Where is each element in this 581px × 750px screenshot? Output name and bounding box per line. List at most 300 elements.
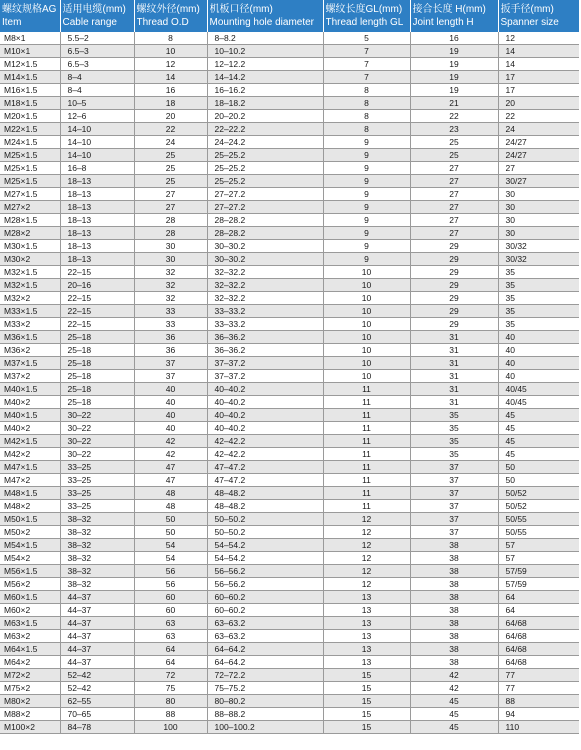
thread-length-cell: 7 — [323, 45, 410, 58]
cable-range-cell: 44–37 — [60, 591, 134, 604]
table-row — [0, 552, 579, 565]
header-spanner-size — [498, 0, 579, 32]
table-row — [0, 435, 579, 448]
joint-length-cell: 29 — [410, 253, 498, 266]
spanner-size-cell: 40 — [498, 344, 579, 357]
spanner-size-cell: 35 — [498, 266, 579, 279]
table-row — [0, 188, 579, 201]
table-row — [0, 305, 579, 318]
table-row — [0, 110, 579, 123]
thread-od-cell: 40 — [134, 383, 207, 396]
thread-length-cell: 11 — [323, 487, 410, 500]
thread-length-cell: 10 — [323, 331, 410, 344]
joint-length-cell: 29 — [410, 266, 498, 279]
mounting-hole-cell: 16–16.2 — [207, 84, 323, 97]
joint-length-cell: 42 — [410, 669, 498, 682]
thread-length-cell: 13 — [323, 617, 410, 630]
thread-length-cell: 11 — [323, 409, 410, 422]
spanner-size-cell: 50/55 — [498, 526, 579, 539]
cable-range-cell: 18–13 — [60, 253, 134, 266]
cable-range-cell: 16–8 — [60, 162, 134, 175]
spanner-size-cell: 57/59 — [498, 565, 579, 578]
header-joint-length-en: Joint length H — [412, 17, 474, 28]
cable-range-cell: 84–78 — [60, 721, 134, 734]
table-row — [0, 84, 579, 97]
mounting-hole-cell: 20–20.2 — [207, 110, 323, 123]
spanner-size-cell: 64/68 — [498, 643, 579, 656]
thread-length-cell: 9 — [323, 149, 410, 162]
spanner-size-cell: 64/68 — [498, 617, 579, 630]
spanner-size-cell: 88 — [498, 695, 579, 708]
joint-length-cell: 21 — [410, 97, 498, 110]
item-cell: M40×1.5 — [0, 409, 60, 422]
thread-od-cell: 64 — [134, 656, 207, 669]
mounting-hole-cell: 32–32.2 — [207, 279, 323, 292]
spanner-size-cell: 40/45 — [498, 396, 579, 409]
cable-range-cell: 44–37 — [60, 617, 134, 630]
table-row — [0, 149, 579, 162]
item-cell: M25×1.5 — [0, 162, 60, 175]
header-thread-length — [323, 0, 410, 32]
cable-range-cell: 38–32 — [60, 513, 134, 526]
thread-length-cell: 11 — [323, 435, 410, 448]
cable-range-cell: 12–6 — [60, 110, 134, 123]
cable-range-cell: 38–32 — [60, 578, 134, 591]
cable-range-cell: 62–55 — [60, 695, 134, 708]
cable-range-cell: 52–42 — [60, 669, 134, 682]
table-row — [0, 123, 579, 136]
mounting-hole-cell: 25–25.2 — [207, 149, 323, 162]
thread-od-cell: 20 — [134, 110, 207, 123]
cable-range-cell: 22–15 — [60, 318, 134, 331]
cable-range-cell: 25–18 — [60, 396, 134, 409]
table-row — [0, 45, 579, 58]
thread-length-cell: 7 — [323, 58, 410, 71]
mounting-hole-cell: 27–27.2 — [207, 201, 323, 214]
table-row — [0, 253, 579, 266]
joint-length-cell: 29 — [410, 279, 498, 292]
spanner-size-cell: 110 — [498, 721, 579, 734]
thread-od-cell: 60 — [134, 591, 207, 604]
cable-range-cell: 38–32 — [60, 565, 134, 578]
joint-length-cell: 37 — [410, 500, 498, 513]
thread-od-cell: 72 — [134, 669, 207, 682]
joint-length-cell: 19 — [410, 71, 498, 84]
header-spanner-size-zh: 扳手径(mm) — [500, 4, 554, 15]
item-cell: M64×1.5 — [0, 643, 60, 656]
thread-length-cell: 10 — [323, 279, 410, 292]
thread-length-cell: 10 — [323, 305, 410, 318]
spanner-size-cell: 77 — [498, 682, 579, 695]
cable-range-cell: 25–18 — [60, 331, 134, 344]
mounting-hole-cell: 25–25.2 — [207, 175, 323, 188]
thread-od-cell: 54 — [134, 552, 207, 565]
joint-length-cell: 35 — [410, 409, 498, 422]
header-row — [0, 0, 579, 32]
table-row — [0, 279, 579, 292]
thread-od-cell: 27 — [134, 201, 207, 214]
header-cable-range-zh: 适用电缆(mm) — [62, 4, 126, 15]
thread-length-cell: 12 — [323, 565, 410, 578]
cable-range-cell: 30–22 — [60, 448, 134, 461]
joint-length-cell: 23 — [410, 123, 498, 136]
mounting-hole-cell: 50–50.2 — [207, 526, 323, 539]
table-row — [0, 97, 579, 110]
cable-range-cell: 25–18 — [60, 383, 134, 396]
table-row — [0, 526, 579, 539]
thread-od-cell: 33 — [134, 305, 207, 318]
thread-od-cell: 28 — [134, 214, 207, 227]
spanner-size-cell: 40/45 — [498, 383, 579, 396]
spanner-size-cell: 45 — [498, 409, 579, 422]
item-cell: M54×1.5 — [0, 539, 60, 552]
cable-range-cell: 18–13 — [60, 214, 134, 227]
cable-range-cell: 30–22 — [60, 422, 134, 435]
thread-length-cell: 5 — [323, 32, 410, 45]
joint-length-cell: 38 — [410, 591, 498, 604]
joint-length-cell: 38 — [410, 604, 498, 617]
thread-od-cell: 12 — [134, 58, 207, 71]
mounting-hole-cell: 36–36.2 — [207, 344, 323, 357]
mounting-hole-cell: 60–60.2 — [207, 591, 323, 604]
joint-length-cell: 38 — [410, 552, 498, 565]
thread-od-cell: 25 — [134, 162, 207, 175]
thread-length-cell: 11 — [323, 474, 410, 487]
spanner-size-cell: 35 — [498, 292, 579, 305]
table-row — [0, 643, 579, 656]
spanner-size-cell: 50/52 — [498, 500, 579, 513]
table-row — [0, 604, 579, 617]
item-cell: M42×1.5 — [0, 435, 60, 448]
table-row — [0, 721, 579, 734]
thread-od-cell: 54 — [134, 539, 207, 552]
thread-od-cell: 80 — [134, 695, 207, 708]
cable-range-cell: 22–15 — [60, 292, 134, 305]
joint-length-cell: 29 — [410, 305, 498, 318]
spanner-size-cell: 12 — [498, 32, 579, 45]
mounting-hole-cell: 36–36.2 — [207, 331, 323, 344]
thread-od-cell: 56 — [134, 565, 207, 578]
mounting-hole-cell: 30–30.2 — [207, 253, 323, 266]
header-joint-length-zh: 接合长度 H(mm) — [412, 4, 486, 15]
item-cell: M54×2 — [0, 552, 60, 565]
item-cell: M40×1.5 — [0, 383, 60, 396]
joint-length-cell: 27 — [410, 201, 498, 214]
spanner-size-cell: 17 — [498, 84, 579, 97]
spanner-size-cell: 20 — [498, 97, 579, 110]
joint-length-cell: 38 — [410, 643, 498, 656]
spanner-size-cell: 40 — [498, 331, 579, 344]
table-row — [0, 539, 579, 552]
spanner-size-cell: 30/27 — [498, 175, 579, 188]
item-cell: M47×1.5 — [0, 461, 60, 474]
cable-range-cell: 18–13 — [60, 175, 134, 188]
cable-range-cell: 6.5–3 — [60, 45, 134, 58]
table-row — [0, 500, 579, 513]
thread-od-cell: 56 — [134, 578, 207, 591]
item-cell: M80×2 — [0, 695, 60, 708]
table-row — [0, 344, 579, 357]
spanner-size-cell: 14 — [498, 58, 579, 71]
table-row — [0, 474, 579, 487]
joint-length-cell: 25 — [410, 149, 498, 162]
joint-length-cell: 29 — [410, 318, 498, 331]
spanner-size-cell: 50 — [498, 461, 579, 474]
mounting-hole-cell: 54–54.2 — [207, 552, 323, 565]
item-cell: M37×2 — [0, 370, 60, 383]
thread-length-cell: 9 — [323, 136, 410, 149]
thread-od-cell: 36 — [134, 331, 207, 344]
mounting-hole-cell: 88–88.2 — [207, 708, 323, 721]
thread-od-cell: 42 — [134, 448, 207, 461]
item-cell: M40×2 — [0, 396, 60, 409]
item-cell: M25×1.5 — [0, 149, 60, 162]
header-thread-od-en: Thread O.D — [136, 17, 189, 28]
item-cell: M56×1.5 — [0, 565, 60, 578]
cable-range-cell: 8–4 — [60, 84, 134, 97]
joint-length-cell: 19 — [410, 84, 498, 97]
item-cell: M48×2 — [0, 500, 60, 513]
mounting-hole-cell: 50–50.2 — [207, 513, 323, 526]
spanner-size-cell: 35 — [498, 318, 579, 331]
mounting-hole-cell: 64–64.2 — [207, 643, 323, 656]
table-row — [0, 201, 579, 214]
spanner-size-cell: 24 — [498, 123, 579, 136]
thread-length-cell: 13 — [323, 643, 410, 656]
thread-length-cell: 13 — [323, 604, 410, 617]
thread-length-cell: 8 — [323, 110, 410, 123]
mounting-hole-cell: 40–40.2 — [207, 409, 323, 422]
thread-length-cell: 10 — [323, 266, 410, 279]
item-cell: M40×2 — [0, 422, 60, 435]
table-row — [0, 318, 579, 331]
spanner-size-cell: 35 — [498, 305, 579, 318]
header-joint-length — [410, 0, 498, 32]
item-cell: M75×2 — [0, 682, 60, 695]
mounting-hole-cell: 75–75.2 — [207, 682, 323, 695]
thread-length-cell: 12 — [323, 539, 410, 552]
mounting-hole-cell: 40–40.2 — [207, 396, 323, 409]
table-row — [0, 409, 579, 422]
thread-length-cell: 11 — [323, 383, 410, 396]
thread-length-cell: 9 — [323, 240, 410, 253]
spanner-size-cell: 27 — [498, 162, 579, 175]
joint-length-cell: 19 — [410, 45, 498, 58]
thread-length-cell: 8 — [323, 97, 410, 110]
mounting-hole-cell: 33–33.2 — [207, 318, 323, 331]
table-row — [0, 630, 579, 643]
table-row — [0, 266, 579, 279]
thread-od-cell: 8 — [134, 32, 207, 45]
item-cell: M25×1.5 — [0, 175, 60, 188]
header-thread-od-zh: 螺纹外径(mm) — [136, 4, 200, 15]
mounting-hole-cell: 25–25.2 — [207, 162, 323, 175]
thread-od-cell: 32 — [134, 279, 207, 292]
thread-od-cell: 42 — [134, 435, 207, 448]
joint-length-cell: 45 — [410, 721, 498, 734]
spanner-size-cell: 45 — [498, 435, 579, 448]
item-cell: M72×2 — [0, 669, 60, 682]
mounting-hole-cell: 56–56.2 — [207, 578, 323, 591]
mounting-hole-cell: 24–24.2 — [207, 136, 323, 149]
thread-length-cell: 15 — [323, 695, 410, 708]
mounting-hole-cell: 54–54.2 — [207, 539, 323, 552]
joint-length-cell: 45 — [410, 708, 498, 721]
thread-length-cell: 15 — [323, 682, 410, 695]
header-thread-length-en: Thread length GL — [325, 17, 404, 28]
thread-length-cell: 8 — [323, 123, 410, 136]
table-row — [0, 461, 579, 474]
thread-length-cell: 9 — [323, 253, 410, 266]
joint-length-cell: 35 — [410, 422, 498, 435]
thread-length-cell: 11 — [323, 422, 410, 435]
item-cell: M28×1.5 — [0, 214, 60, 227]
spanner-size-cell: 50/52 — [498, 487, 579, 500]
cable-range-cell: 30–22 — [60, 409, 134, 422]
table-row — [0, 591, 579, 604]
item-cell: M24×1.5 — [0, 136, 60, 149]
table-row — [0, 682, 579, 695]
spanner-size-cell: 30 — [498, 201, 579, 214]
spanner-size-cell: 30 — [498, 188, 579, 201]
item-cell: M20×1.5 — [0, 110, 60, 123]
joint-length-cell: 38 — [410, 578, 498, 591]
joint-length-cell: 27 — [410, 175, 498, 188]
item-cell: M32×1.5 — [0, 279, 60, 292]
cable-range-cell: 18–13 — [60, 240, 134, 253]
joint-length-cell: 42 — [410, 682, 498, 695]
spanner-size-cell: 22 — [498, 110, 579, 123]
header-mounting-hole-en: Mounting hole diameter — [209, 17, 315, 28]
thread-od-cell: 63 — [134, 630, 207, 643]
spanner-size-cell: 64/68 — [498, 656, 579, 669]
spanner-size-cell: 30/32 — [498, 253, 579, 266]
spanner-size-cell: 57 — [498, 539, 579, 552]
mounting-hole-cell: 48–48.2 — [207, 487, 323, 500]
cable-range-cell: 44–37 — [60, 630, 134, 643]
joint-length-cell: 37 — [410, 526, 498, 539]
mounting-hole-cell: 8–8.2 — [207, 32, 323, 45]
table-row — [0, 175, 579, 188]
thread-od-cell: 63 — [134, 617, 207, 630]
thread-length-cell: 13 — [323, 591, 410, 604]
cable-range-cell: 33–25 — [60, 487, 134, 500]
mounting-hole-cell: 30–30.2 — [207, 240, 323, 253]
cable-range-cell: 14–10 — [60, 136, 134, 149]
joint-length-cell: 37 — [410, 487, 498, 500]
thread-length-cell: 7 — [323, 71, 410, 84]
spanner-size-cell: 30 — [498, 214, 579, 227]
thread-length-cell: 15 — [323, 669, 410, 682]
header-mounting-hole-zh: 机板口径(mm) — [209, 4, 273, 15]
thread-length-cell: 9 — [323, 214, 410, 227]
mounting-hole-cell: 32–32.2 — [207, 292, 323, 305]
cable-range-cell: 5.5–2 — [60, 32, 134, 45]
joint-length-cell: 38 — [410, 656, 498, 669]
table-row — [0, 383, 579, 396]
cable-range-cell: 25–18 — [60, 357, 134, 370]
thread-length-cell: 9 — [323, 227, 410, 240]
spanner-size-cell: 35 — [498, 279, 579, 292]
item-cell: M36×2 — [0, 344, 60, 357]
thread-od-cell: 40 — [134, 422, 207, 435]
thread-od-cell: 40 — [134, 396, 207, 409]
mounting-hole-cell: 28–28.2 — [207, 227, 323, 240]
thread-od-cell: 60 — [134, 604, 207, 617]
item-cell: M64×2 — [0, 656, 60, 669]
mounting-hole-cell: 37–37.2 — [207, 357, 323, 370]
spanner-size-cell: 50 — [498, 474, 579, 487]
thread-od-cell: 37 — [134, 370, 207, 383]
joint-length-cell: 38 — [410, 565, 498, 578]
header-thread-od — [134, 0, 207, 32]
cable-range-cell: 44–37 — [60, 604, 134, 617]
thread-od-cell: 25 — [134, 149, 207, 162]
thread-length-cell: 9 — [323, 201, 410, 214]
thread-length-cell: 12 — [323, 578, 410, 591]
joint-length-cell: 35 — [410, 448, 498, 461]
mounting-hole-cell: 42–42.2 — [207, 448, 323, 461]
item-cell: M8×1 — [0, 32, 60, 45]
thread-od-cell: 88 — [134, 708, 207, 721]
mounting-hole-cell: 27–27.2 — [207, 188, 323, 201]
mounting-hole-cell: 28–28.2 — [207, 214, 323, 227]
thread-od-cell: 48 — [134, 500, 207, 513]
spanner-size-cell: 17 — [498, 71, 579, 84]
thread-length-cell: 15 — [323, 721, 410, 734]
table-row — [0, 370, 579, 383]
table-row — [0, 617, 579, 630]
table-row — [0, 513, 579, 526]
table-row — [0, 240, 579, 253]
mounting-hole-cell: 63–63.2 — [207, 617, 323, 630]
joint-length-cell: 27 — [410, 188, 498, 201]
cable-range-cell: 22–15 — [60, 305, 134, 318]
cable-range-cell: 33–25 — [60, 500, 134, 513]
item-cell: M16×1.5 — [0, 84, 60, 97]
mounting-hole-cell: 40–40.2 — [207, 422, 323, 435]
table-row — [0, 669, 579, 682]
cable-range-cell: 14–10 — [60, 149, 134, 162]
spanner-size-cell: 30/32 — [498, 240, 579, 253]
thread-od-cell: 16 — [134, 84, 207, 97]
item-cell: M10×1 — [0, 45, 60, 58]
spanner-size-cell: 50/55 — [498, 513, 579, 526]
joint-length-cell: 38 — [410, 630, 498, 643]
item-cell: M22×1.5 — [0, 123, 60, 136]
joint-length-cell: 27 — [410, 214, 498, 227]
joint-length-cell: 31 — [410, 357, 498, 370]
item-cell: M33×1.5 — [0, 305, 60, 318]
header-item — [0, 0, 60, 32]
mounting-hole-cell: 63–63.2 — [207, 630, 323, 643]
mounting-hole-cell: 100–100.2 — [207, 721, 323, 734]
cable-range-cell: 20–16 — [60, 279, 134, 292]
cable-range-cell: 22–15 — [60, 266, 134, 279]
spanner-size-cell: 94 — [498, 708, 579, 721]
joint-length-cell: 27 — [410, 227, 498, 240]
thread-length-cell: 9 — [323, 162, 410, 175]
thread-length-cell: 12 — [323, 513, 410, 526]
mounting-hole-cell: 48–48.2 — [207, 500, 323, 513]
thread-od-cell: 47 — [134, 474, 207, 487]
mounting-hole-cell: 60–60.2 — [207, 604, 323, 617]
mounting-hole-cell: 33–33.2 — [207, 305, 323, 318]
table-row — [0, 71, 579, 84]
joint-length-cell: 19 — [410, 58, 498, 71]
table-row — [0, 227, 579, 240]
item-cell: M33×2 — [0, 318, 60, 331]
